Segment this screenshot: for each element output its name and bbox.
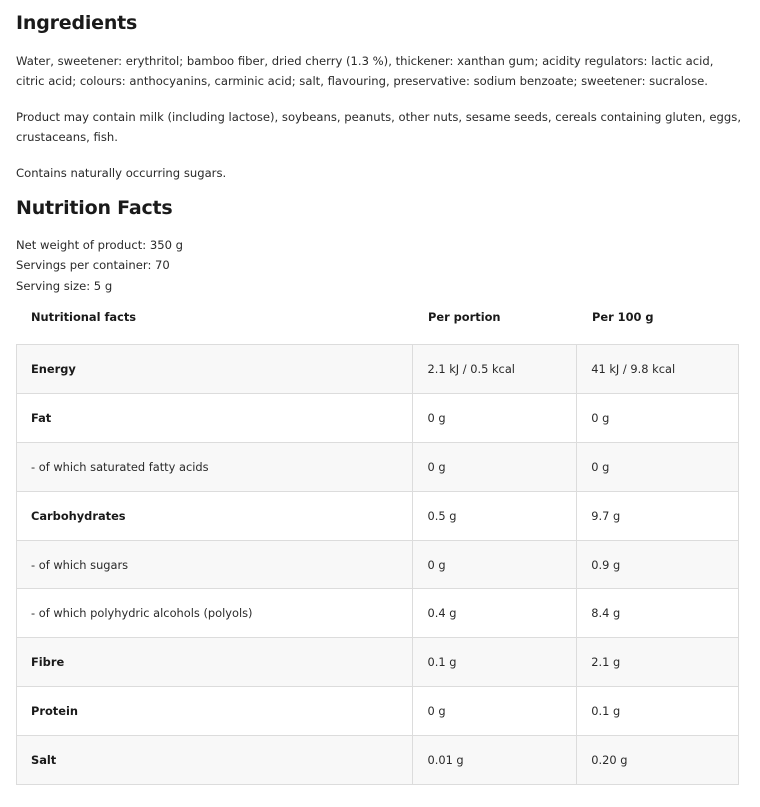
row-per-portion: 0.4 g	[413, 589, 577, 638]
row-per-100g: 8.4 g	[577, 589, 739, 638]
row-per-portion: 0.01 g	[413, 736, 577, 785]
row-per-100g: 0.20 g	[577, 736, 739, 785]
nutrition-table	[16, 344, 739, 785]
table-row	[17, 540, 739, 589]
ingredients-heading: Ingredients	[16, 12, 138, 34]
net-weight: Net weight of product: 350 g	[16, 238, 184, 252]
ingredients-text: Water, sweetener: erythritol; bamboo fiber, dried cherry (1.3 %), thickener: xanthan gum; acidity regulators: lactic acid, citric acid; colours: anthocyanins, carminic acid; salt, flavouring, preservative: sodium benzoate; sweetener: sucralose.	[16, 54, 714, 88]
row-per-100g: 0.9 g	[577, 540, 739, 589]
column-header-per-100g: Per 100 g	[592, 310, 654, 324]
row-name: - of which sugars	[17, 540, 413, 589]
table-row	[17, 638, 739, 687]
row-per-portion: 0 g	[413, 687, 577, 736]
column-header-per-portion: Per portion	[428, 310, 501, 324]
row-name: Protein	[17, 687, 413, 736]
row-name: - of which saturated fatty acids	[17, 442, 413, 491]
row-name: - of which polyhydric alcohols (polyols)	[17, 589, 413, 638]
row-per-portion: 0.5 g	[413, 491, 577, 540]
column-header-nutritional-facts: Nutritional facts	[31, 310, 137, 324]
row-name: Fat	[17, 393, 413, 442]
table-row	[17, 345, 739, 394]
table-row	[17, 393, 739, 442]
row-name: Fibre	[17, 638, 413, 687]
servings-per-container: Servings per container: 70	[16, 258, 170, 273]
nutrition-meta	[16, 235, 183, 296]
row-per-100g: 2.1 g	[577, 638, 739, 687]
row-per-100g: 9.7 g	[577, 491, 739, 540]
table-row	[17, 589, 739, 638]
nutrition-table-header	[16, 310, 738, 330]
table-row	[17, 491, 739, 540]
sugars-note: Contains naturally occurring sugars.	[16, 166, 227, 180]
table-row	[17, 687, 739, 736]
row-name: Salt	[17, 736, 413, 785]
row-per-portion: 0 g	[413, 393, 577, 442]
serving-size: Serving size: 5 g	[16, 278, 113, 293]
allergens-text: Product may contain milk (including lactose), soybeans, peanuts, other nuts, sesame seeds, cereals containing gluten, eggs, crustaceans, fish.	[16, 110, 742, 144]
row-per-100g: 0 g	[577, 393, 739, 442]
table-row	[17, 442, 739, 491]
row-per-portion: 2.1 kJ / 0.5 kcal	[413, 345, 577, 394]
row-per-100g: 41 kJ / 9.8 kcal	[577, 345, 739, 394]
nutrition-heading: Nutrition Facts	[16, 197, 173, 219]
row-name: Energy	[17, 345, 413, 394]
table-row	[17, 736, 739, 785]
row-per-portion: 0.1 g	[413, 638, 577, 687]
row-per-100g: 0.1 g	[577, 687, 739, 736]
row-per-portion: 0 g	[413, 442, 577, 491]
row-per-portion: 0 g	[413, 540, 577, 589]
row-name: Carbohydrates	[17, 491, 413, 540]
row-per-100g: 0 g	[577, 442, 739, 491]
